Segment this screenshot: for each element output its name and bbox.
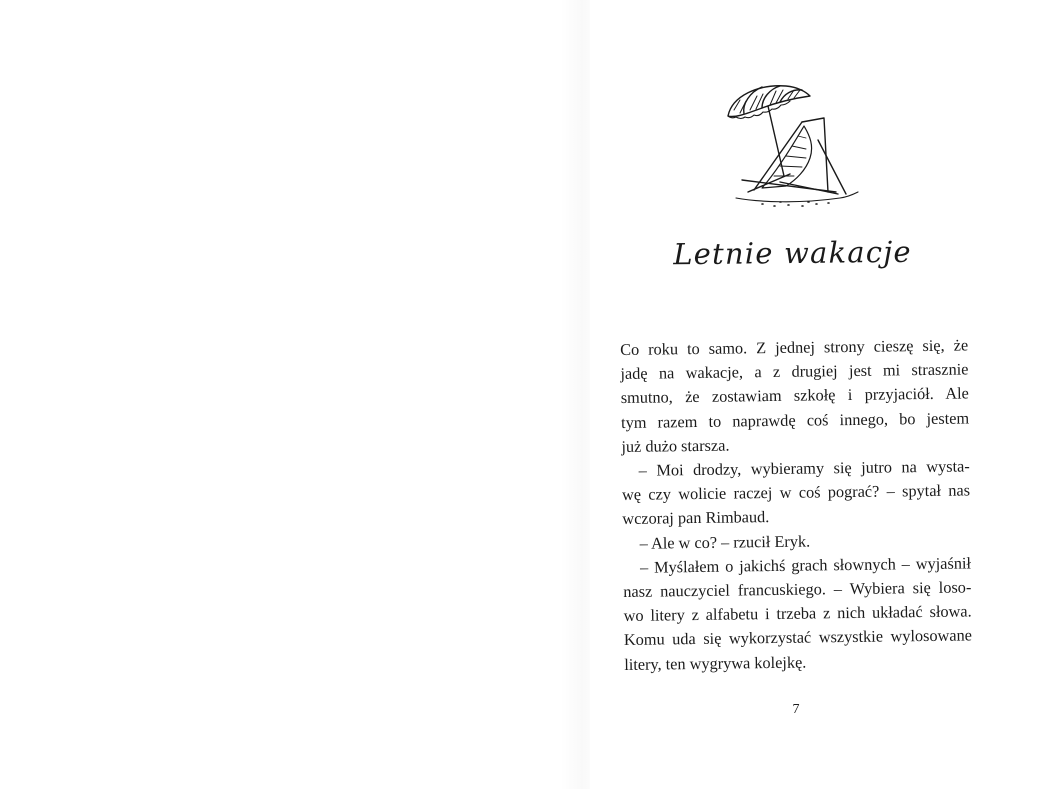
page-number: 7 (792, 702, 800, 717)
text-line: wczoraj pan Rimbaud. (622, 507, 770, 529)
chair-leg (818, 140, 846, 194)
text-line: Komu uda się wykorzystać wszystkie wylosowane (623, 625, 973, 650)
umbrella-pole (768, 106, 784, 176)
text-line: wo litery z alfabetu i trzeba z nich układać słowa. (623, 601, 972, 626)
text-line: Co roku to samo. Z jednej strony cieszę się, że (620, 335, 969, 359)
text-line: – Moi drodzy, wybieramy się jutro na wysta- (638, 456, 970, 480)
chapter-body-text (620, 333, 972, 676)
chair-leg (780, 182, 838, 194)
beach-umbrella-deck-chair-illustration (718, 76, 868, 212)
text-line: wę czy wolicie raczej w coś pograć? – spytał nas (621, 480, 971, 505)
sand-ground (736, 192, 858, 202)
text-line: tym razem to naprawdę coś innego, bo jestem (620, 408, 970, 432)
text-line: nasz nauczyciel francuskiego. – Wybiera się loso- (623, 577, 972, 602)
text-line: jadę na wakacje, a z drugiej jest mi strasznie (620, 359, 969, 384)
text-line: litery, ten wygrywa kolejkę. (624, 652, 807, 674)
chapter-title: Letnie wakacje (673, 234, 912, 272)
text-line: – Ale w co? – rzucił Eryk. (639, 531, 811, 553)
text-line: już dużo starsza. (621, 435, 730, 456)
chair-fabric (762, 126, 812, 188)
sand-dots (762, 202, 829, 206)
text-line: – Myślałem o jakichś grach słownych – wyjaśnił (639, 553, 972, 577)
text-line: smutno, że zostawiam szkołę i przyjaciół. Ale (620, 383, 969, 408)
